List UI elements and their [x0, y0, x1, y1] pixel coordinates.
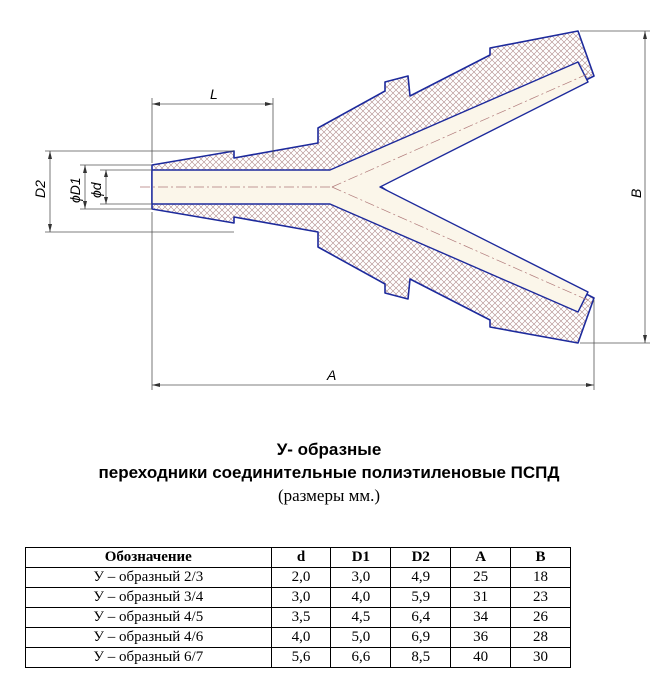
table-row [26, 568, 571, 588]
cell-d1: 6,6 [331, 648, 391, 668]
cell-d2: 6,9 [391, 628, 451, 648]
header-designation: Обозначение [26, 548, 272, 568]
table-row [26, 588, 571, 608]
cell-d: 5,6 [271, 648, 331, 668]
header-b: B [511, 548, 571, 568]
cell-b: 26 [511, 608, 571, 628]
cell-b: 30 [511, 648, 571, 668]
cell-designation: У – образный 6/7 [26, 648, 272, 668]
cell-d1: 3,0 [331, 568, 391, 588]
cell-d1: 4,0 [331, 588, 391, 608]
cell-d: 3,5 [271, 608, 331, 628]
table-row [26, 608, 571, 628]
header-d1: D1 [331, 548, 391, 568]
cell-d2: 8,5 [391, 648, 451, 668]
dim-label-d: ϕd [88, 182, 104, 198]
cell-b: 28 [511, 628, 571, 648]
heading-title: У- образные [276, 440, 382, 459]
specification-table [25, 547, 571, 668]
cell-a: 40 [451, 648, 511, 668]
header-a: A [451, 548, 511, 568]
cell-a: 25 [451, 568, 511, 588]
header-d: d [271, 548, 331, 568]
cell-b: 23 [511, 588, 571, 608]
cell-designation: У – образный 4/6 [26, 628, 272, 648]
heading-subtitle: переходники соединительные полиэтиленовые ПСПД [98, 463, 560, 482]
cell-designation: У – образный 3/4 [26, 588, 272, 608]
dim-label-b: B [628, 188, 644, 198]
cell-d2: 5,9 [391, 588, 451, 608]
cell-d2: 4,9 [391, 568, 451, 588]
cell-d1: 5,0 [331, 628, 391, 648]
cell-designation: У – образный 2/3 [26, 568, 272, 588]
dim-label-a: A [327, 367, 337, 383]
dim-label-d2: D2 [32, 180, 48, 198]
table-header-row [26, 548, 571, 568]
cell-a: 31 [451, 588, 511, 608]
cell-d: 3,0 [271, 588, 331, 608]
dim-label-l: L [210, 86, 218, 102]
cell-d2: 6,4 [391, 608, 451, 628]
cell-a: 34 [451, 608, 511, 628]
cell-d: 4,0 [271, 628, 331, 648]
heading-units: (размеры мм.) [277, 486, 381, 505]
cell-designation: У – образный 4/5 [26, 608, 272, 628]
table-row [26, 628, 571, 648]
cell-d1: 4,5 [331, 608, 391, 628]
cell-a: 36 [451, 628, 511, 648]
dim-label-d1: ϕD1 [67, 177, 83, 203]
cell-d: 2,0 [271, 568, 331, 588]
header-d2: D2 [391, 548, 451, 568]
table-row [26, 648, 571, 668]
cell-b: 18 [511, 568, 571, 588]
